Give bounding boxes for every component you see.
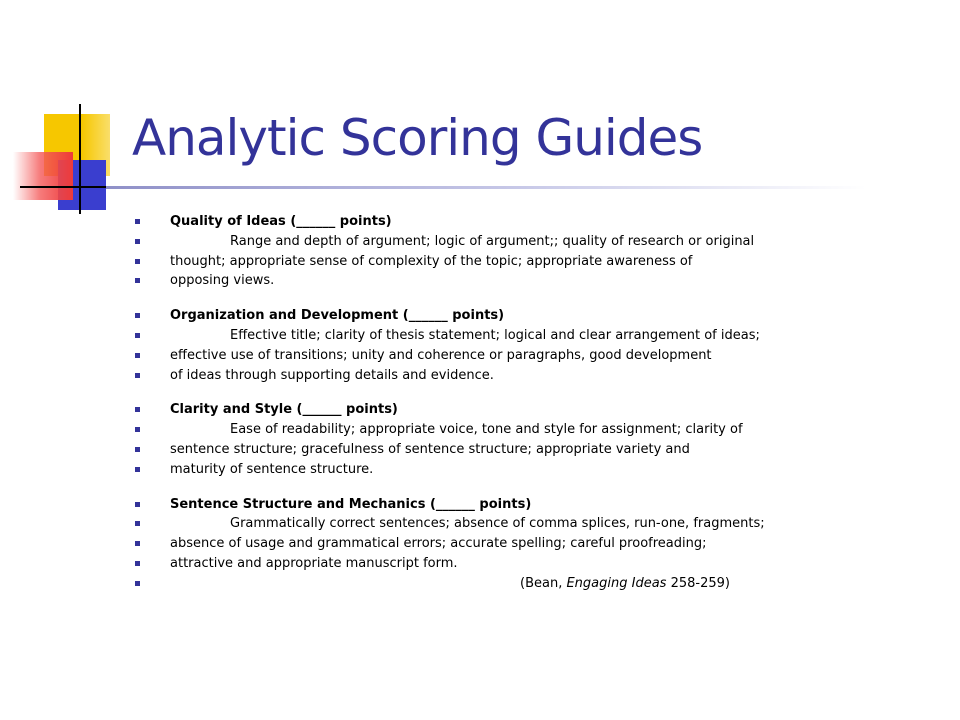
list-item-text: attractive and appropriate manuscript form. xyxy=(170,555,458,571)
list-item-text: absence of usage and grammatical errors; accurate spelling; careful proofreading; xyxy=(170,536,707,552)
decor-vertical-line xyxy=(79,104,81,214)
list-item-text: opposing views. xyxy=(170,273,275,289)
citation xyxy=(132,574,932,594)
list-item-text: Effective title; clarity of thesis statement; logical and clear arrangement of ideas; xyxy=(230,327,760,343)
bullet-square-icon xyxy=(135,313,140,318)
bullet-square-icon xyxy=(135,278,140,283)
bullet-square-icon xyxy=(135,353,140,358)
bullet-square-icon xyxy=(135,407,140,412)
bullet-square-icon xyxy=(135,541,140,546)
section-heading-mechanics xyxy=(132,495,932,515)
list-item xyxy=(132,346,932,366)
list-item xyxy=(132,460,932,480)
list-item xyxy=(132,440,932,460)
list-item xyxy=(132,554,932,574)
decor-red-square xyxy=(13,152,73,200)
rubric-list xyxy=(132,212,932,594)
citation-title: Engaging Ideas xyxy=(566,575,667,591)
slide-title: Analytic Scoring Guides xyxy=(132,109,703,167)
list-item xyxy=(132,420,932,440)
list-item-text: Ease of readability; appropriate voice, tone and style for assignment; clarity of xyxy=(230,422,743,438)
section-heading-text: Sentence Structure and Mechanics (______ points) xyxy=(170,496,532,512)
title-underline-rule xyxy=(106,186,866,189)
list-item-text: Range and depth of argument; logic of argument;; quality of research or original xyxy=(230,233,755,249)
bullet-square-icon xyxy=(135,447,140,452)
list-item xyxy=(132,252,932,272)
bullet-square-icon xyxy=(135,219,140,224)
bullet-square-icon xyxy=(135,561,140,566)
bullet-square-icon xyxy=(135,467,140,472)
bullet-square-icon xyxy=(135,581,140,586)
list-item-text: of ideas through supporting details and evidence. xyxy=(170,367,494,383)
list-item xyxy=(132,271,932,291)
section-heading-text: Organization and Development (______ points) xyxy=(170,308,505,324)
section-heading-clarity xyxy=(132,400,932,420)
section-heading-quality xyxy=(132,212,932,232)
bullet-square-icon xyxy=(135,239,140,244)
list-item-text: effective use of transitions; unity and coherence or paragraphs, good development xyxy=(170,347,712,363)
list-item xyxy=(132,534,932,554)
citation-suffix: 258-259) xyxy=(666,575,730,591)
bullet-square-icon xyxy=(135,502,140,507)
bullet-square-icon xyxy=(135,427,140,432)
section-heading-text: Clarity and Style (______ points) xyxy=(170,402,398,418)
bullet-square-icon xyxy=(135,333,140,338)
list-item xyxy=(132,514,932,534)
list-item xyxy=(132,232,932,252)
bullet-square-icon xyxy=(135,521,140,526)
bullet-square-icon xyxy=(135,373,140,378)
list-item xyxy=(132,366,932,386)
list-item-text: sentence structure; gracefulness of sentence structure; appropriate variety and xyxy=(170,441,690,457)
list-item xyxy=(132,326,932,346)
bullet-square-icon xyxy=(135,259,140,264)
list-item-text: thought; appropriate sense of complexity of the topic; appropriate awareness of xyxy=(170,253,693,269)
list-item-text: maturity of sentence structure. xyxy=(170,461,374,477)
section-heading-organization xyxy=(132,306,932,326)
citation-prefix: (Bean, xyxy=(520,575,567,591)
section-heading-text: Quality of Ideas (______ points) xyxy=(170,214,392,229)
list-item-text: Grammatically correct sentences; absence of comma splices, run-one, fragments; xyxy=(230,516,765,532)
